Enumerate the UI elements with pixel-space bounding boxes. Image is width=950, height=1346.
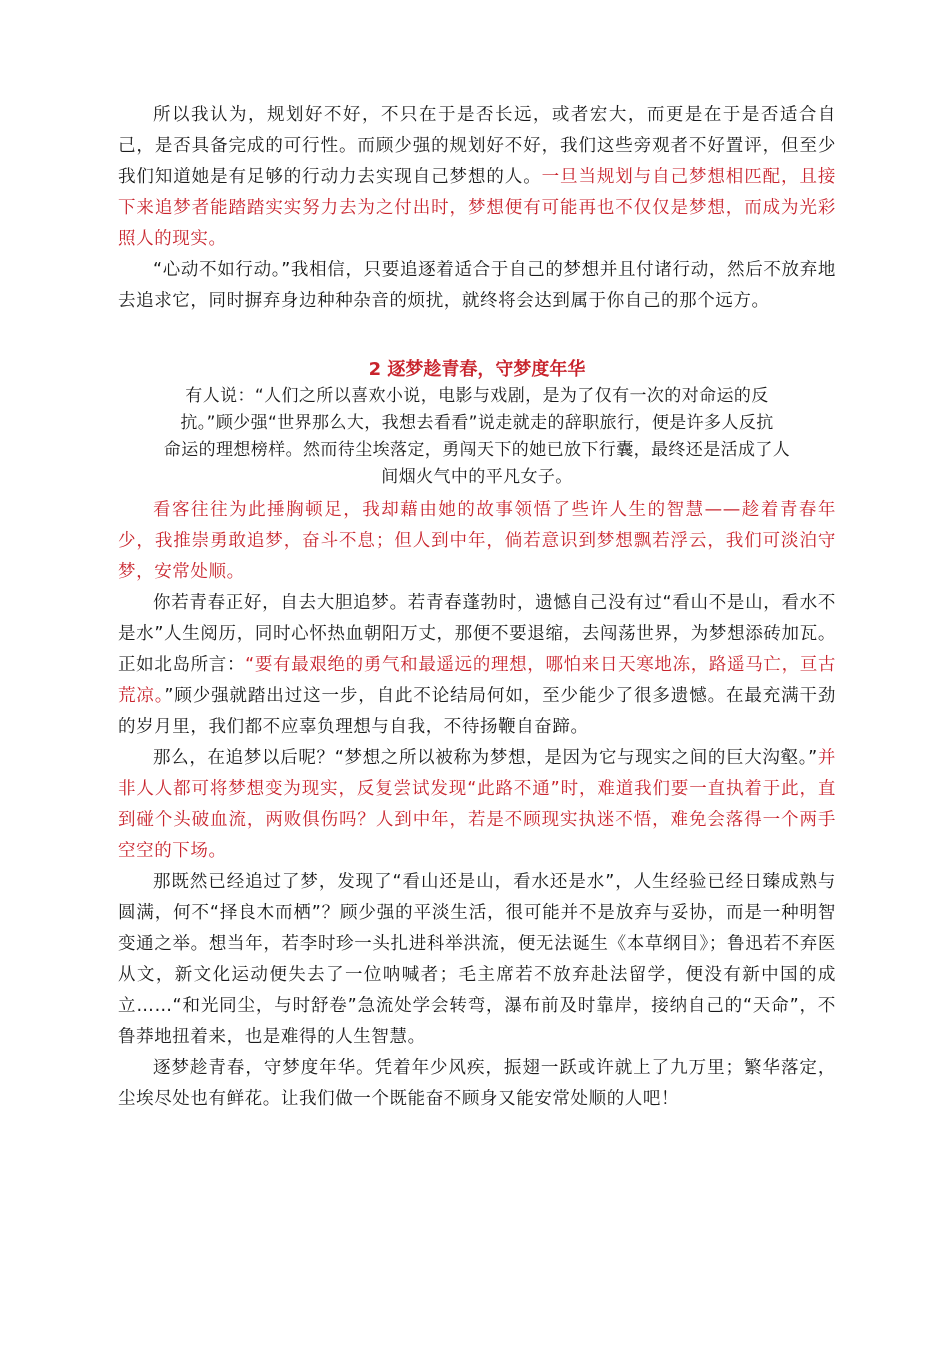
paragraph-1: [118, 100, 836, 255]
intro-line-2: 抗。”顾少强“世界那么大，我想去看看”说走就走的辞职旅行，便是许多人反抗: [180, 413, 774, 433]
paragraph-4-text-a: 你若青春正好，自去大胆追梦。若青春蓬勃时，遗憾自己没有过“看山不是山，看水不是水”人生阅历，同时心怀热血朝阳万丈，那便不要退缩，去闯荡世界，为梦想添砖加瓦。正如北岛所言：: [118, 593, 836, 675]
intro-line-3: 命运的理想榜样。然而待尘埃落定，勇闯天下的她已放下行囊，最终还是活成了人: [163, 440, 791, 460]
paragraph-2: “心动不如行动。”我相信，只要追逐着适合于自己的梦想并且付诸行动，然后不放弃地去追求它，同时摒弃身边种种杂音的烦扰，就终将会达到属于你自己的那个远方。: [118, 260, 836, 311]
paragraph-7: 逐梦趁青春，守梦度年华。凭着年少风疾，振翅一跃或许就上了九万里；繁华落定，尘埃尽处也有鲜花。让我们做一个既能奋不顾身又能安常处顺的人吧！: [118, 1058, 836, 1109]
paragraph-1-text: 所以我认为，规划好不好，不只在于是否长远，或者宏大，而更是在于是否适合自己，是否具备完成的可行性。而顾少强的规划好不好，我们这些旁观者不好置评，但至少我们知道她是有足够的行动力去实现自己梦想的人。: [118, 105, 836, 187]
paragraph-4-quote: “要有最艰绝的勇气和最遥远的理想，哪怕来日天寒地冻，路遥马亡，亘古荒凉。: [118, 655, 836, 706]
paragraph-5-text: 那么，在追梦以后呢？“梦想之所以被称为梦想，是因为它与现实之间的巨大沟壑。”: [153, 748, 818, 768]
intro-line-1: 有人说：“人们之所以喜欢小说，电影与戏剧，是为了仅有一次的对命运的反: [185, 386, 769, 406]
intro-block: [118, 383, 836, 491]
intro-line-4: 间烟火气中的平凡女子。: [381, 467, 573, 487]
document-page: [118, 100, 836, 1115]
paragraph-3: 看客往往为此捶胸顿足，我却藉由她的故事领悟了些许人生的智慧——趁着青春年少，我推崇勇敢追梦，奋斗不息；但人到中年，倘若意识到梦想飘若浮云，我们可淡泊守梦，安常处顺。: [118, 500, 836, 582]
paragraph-4-text-b: ”顾少强就踏出过这一步，自此不论结局何如，至少能少了很多遗憾。在最充满干劲的岁月里，我们都不应辜负理想与自我，不待扬鞭自奋蹄。: [118, 686, 836, 737]
paragraph-5-highlight: 并非人人都可将梦想变为现实，反复尝试发现“此路不通”时，难道我们要一直执着于此，直到碰个头破血流，两败俱伤吗？人到中年，若是不顾现实执迷不悟，难免会落得一个两手空空的下场。: [118, 748, 836, 861]
paragraph-1-highlight: 一旦当规划与自己梦想相匹配，且接下来追梦者能踏踏实实努力去为之付出时，梦想便有可能再也不仅仅是梦想，而成为光彩照人的现实。: [118, 167, 836, 249]
paragraph-4: [118, 588, 836, 743]
section-title: 2 逐梦趁青春，守梦度年华: [368, 359, 586, 380]
paragraph-5: [118, 743, 836, 867]
paragraph-6: 那既然已经追过了梦，发现了“看山还是山，看水还是水”，人生经验已经日臻成熟与圆满，何不“择良木而栖”？顾少强的平淡生活，很可能并不是放弃与妥协，而是一种明智变通之举。想当年，若李时珍一头扎进科举洪流，便无法诞生《本草纲目》；鲁迅若不弃医从文，新文化运动便失去了一位呐喊者；毛主席若不放弃赴法留学，便没有新中国的成立……“和光同尘，与时舒卷”急流处学会转弯，瀑布前及时靠岸，接纳自己的“天命”，不鲁莽地扭着来，也是难得的人生智慧。: [118, 872, 836, 1047]
